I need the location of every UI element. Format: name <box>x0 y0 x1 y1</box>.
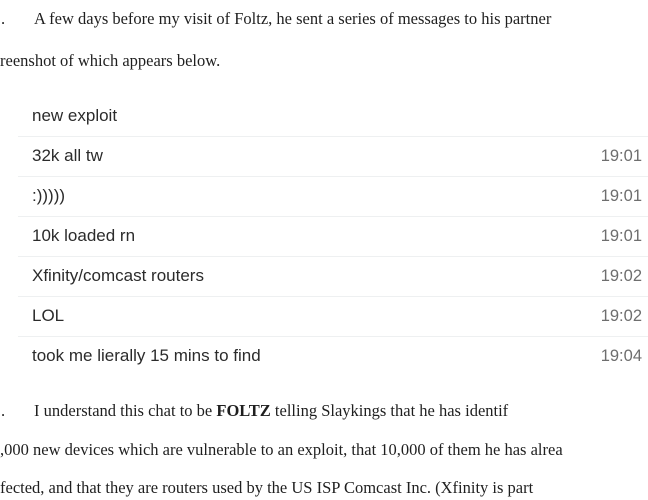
chat-message-row <box>18 296 648 337</box>
paragraph-line-2: ,000 new devices which are vulnerable to an exploit, that 10,000 of them he has alrea <box>0 440 563 459</box>
paragraph-line-1 <box>34 401 508 421</box>
chat-message-row <box>18 216 648 257</box>
intro-line-2: reenshot of which appears below. <box>0 51 221 70</box>
chat-screenshot <box>18 96 648 376</box>
chat-message-text: Xfinity/comcast routers <box>32 266 204 285</box>
chat-message-time: 19:02 <box>600 307 642 325</box>
paragraph-line-1-after: telling Slaykings that he has identif <box>270 401 509 420</box>
chat-message-row <box>18 96 648 137</box>
chat-message-text: new exploit <box>32 106 118 125</box>
paragraph-bold-name: FOLTZ <box>216 401 271 420</box>
chat-message-row <box>18 136 648 177</box>
chat-message-time: 19:01 <box>600 147 642 165</box>
chat-message-row <box>18 256 648 297</box>
paragraph-line-3: fected, and that they are routers used by the US ISP Comcast Inc. (Xfinity is part <box>0 478 534 497</box>
chat-message-row <box>18 176 648 217</box>
chat-message-text: 32k all tw <box>32 146 103 165</box>
chat-message-time: 19:04 <box>600 347 642 365</box>
chat-message-text: took me lierally 15 mins to find <box>32 346 261 365</box>
chat-message-text: 10k loaded rn <box>32 226 136 245</box>
chat-message-text: LOL <box>32 306 65 325</box>
chat-message-time: 19:02 <box>600 267 642 285</box>
paragraph-marker-1: . <box>1 9 6 28</box>
paragraph-line-1-before: I understand this chat to be <box>34 401 217 420</box>
chat-message-row <box>18 336 648 376</box>
paragraph-marker-2: . <box>1 401 6 420</box>
intro-line-1: A few days before my visit of Foltz, he sent a series of messages to his partner <box>34 9 552 28</box>
chat-message-text: :))))) <box>32 186 66 205</box>
chat-message-time: 19:01 <box>600 187 642 205</box>
chat-message-time: 19:01 <box>600 227 642 245</box>
